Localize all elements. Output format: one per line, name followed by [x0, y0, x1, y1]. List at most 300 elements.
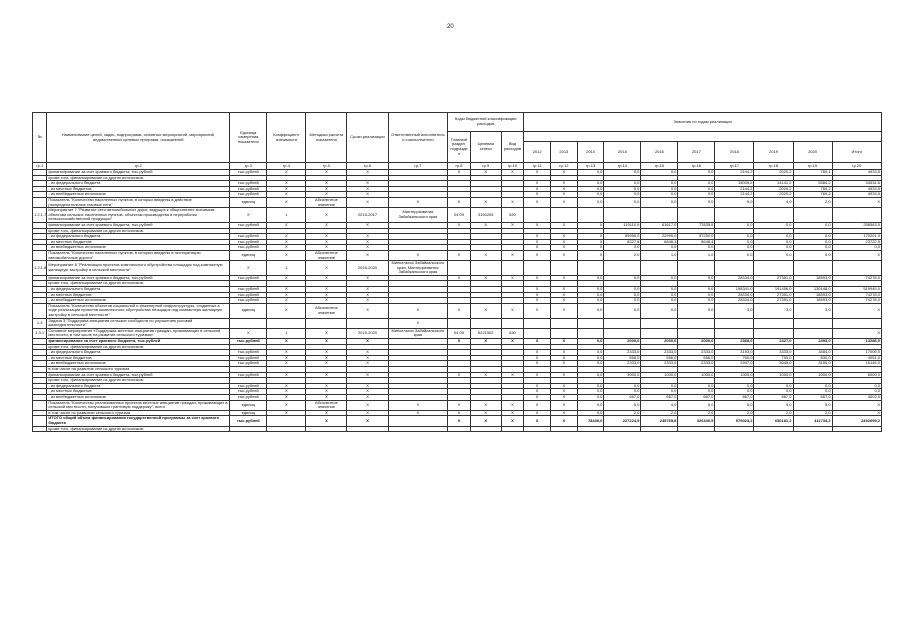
- table-cell: Задача 3 "Поддержка инициатив сельских сообществ по улучшению условий жизнедеятельности": [47, 318, 230, 328]
- table-cell: X: [347, 339, 388, 345]
- table-cell: X: [524, 292, 551, 298]
- table-cell: [754, 261, 793, 276]
- table-cell: 1: [267, 261, 306, 276]
- table-cell: X: [306, 355, 347, 361]
- table-cell: 3333,0: [754, 350, 793, 356]
- table-cell: 556,0: [641, 355, 678, 361]
- table-cell: [715, 261, 754, 276]
- table-cell: 78430,0: [577, 416, 604, 426]
- table-cell: кроме того, финансирование из других источников:: [47, 378, 230, 384]
- table-cell: [501, 318, 524, 328]
- table-cell: X: [267, 239, 306, 245]
- table-cell: - из местных бюджетов: [47, 355, 230, 361]
- table-cell: X: [347, 181, 388, 187]
- table-cell: X: [306, 245, 347, 251]
- header-years-title: Значения по годам реализации: [524, 113, 882, 132]
- table-cell: X: [524, 181, 551, 187]
- table-cell: X: [524, 298, 551, 304]
- table-row: [33, 250, 882, 260]
- table-cell: 170201,0: [832, 234, 881, 240]
- table-header: [33, 113, 882, 170]
- table-cell: 1: [267, 328, 306, 338]
- table-cell: 28334,0: [715, 298, 754, 304]
- table-cell: 22995,0: [641, 234, 678, 240]
- table-cell: тыс.рублей: [230, 186, 267, 192]
- header-responsible: Ответственный исполнитель и соисполнители: [388, 113, 448, 163]
- table-cell: X: [388, 250, 448, 260]
- table-cell: 130148,0: [793, 287, 832, 293]
- table-cell: 0,0: [604, 181, 641, 187]
- table-cell: X: [524, 361, 551, 367]
- table-cell: X: [347, 298, 388, 304]
- table-cell: 4933,5: [832, 170, 881, 176]
- table-cell: в том числе по развитию сельского туризма: [47, 410, 230, 416]
- table-cell: X: [267, 394, 306, 400]
- table-cell: X: [306, 222, 347, 228]
- table-cell: X: [347, 372, 388, 378]
- table-cell: [754, 328, 793, 338]
- table-cell: кроме того, финансирование из других источников:: [47, 344, 230, 350]
- table-row: [33, 208, 882, 223]
- table-cell: X: [347, 250, 388, 260]
- table-cell: 2018-2020: [347, 261, 388, 276]
- table-cell: X: [448, 303, 471, 318]
- table-cell: 0,0: [641, 275, 678, 281]
- table-cell: X: [470, 400, 501, 410]
- table-cell: X: [501, 303, 524, 318]
- table-cell: 0,0: [678, 275, 715, 281]
- table-cell: X: [347, 350, 388, 356]
- table-cell: X: [832, 410, 881, 416]
- table-cell: X: [550, 292, 577, 298]
- table-cell: 0,0: [715, 250, 754, 260]
- table-cell: 0,0: [793, 245, 832, 251]
- table-cell: X: [267, 339, 306, 345]
- table-cell: X: [524, 275, 551, 281]
- table-cell: 0,0: [577, 292, 604, 298]
- table-cell: [33, 303, 47, 318]
- table-cell: 1.2.1.7: [33, 208, 47, 223]
- table-cell: X: [388, 303, 448, 318]
- table-cell: [577, 328, 604, 338]
- table-cell: тыс.рублей: [230, 275, 267, 281]
- table-cell: Абсолютное значение: [306, 197, 347, 207]
- table-cell: [678, 261, 715, 276]
- table-cell: X: [550, 222, 577, 228]
- table-cell: 245765,8: [641, 416, 678, 426]
- table-cell: X: [501, 339, 524, 345]
- header-term: Сроки реализации: [347, 113, 388, 163]
- table-cell: тыс.рублей: [230, 245, 267, 251]
- table-cell: X: [267, 410, 306, 416]
- table-cell: X: [267, 287, 306, 293]
- table-cell: тыс.рублей: [230, 350, 267, 356]
- table-cell: X: [267, 361, 306, 367]
- table-cell: 0,0: [793, 222, 832, 228]
- table-cell: 4,0: [641, 400, 678, 410]
- table-cell: X: [524, 186, 551, 192]
- header-unit: Единица измерения показателя: [230, 113, 267, 163]
- table-cell: [678, 318, 715, 328]
- table-cell: 0,0: [604, 303, 641, 318]
- table-cell: X: [267, 181, 306, 187]
- column-number: гр.18: [754, 163, 793, 170]
- table-cell: X: [470, 222, 501, 228]
- table-cell: 23722,5: [832, 239, 881, 245]
- table-cell: 2,0: [604, 250, 641, 260]
- table-cell: X: [524, 400, 551, 410]
- table-cell: 1.3: [33, 318, 47, 328]
- table-cell: Мероприятие 7 "Развитие сети автомобильных дорог, ведущих к общественно значимым объектам сельских населенных пунктов, объектам производства и переработки сельскохозяйственной продукции": [47, 208, 230, 223]
- table-cell: 556,0: [678, 355, 715, 361]
- table-cell: [641, 208, 678, 223]
- table-cell: [641, 318, 678, 328]
- table-cell: X: [267, 275, 306, 281]
- table-cell: X: [306, 186, 347, 192]
- table-cell: тыс.рублей: [230, 234, 267, 240]
- table-cell: 119110,9: [604, 222, 641, 228]
- table-cell: 0,0: [678, 192, 715, 198]
- table-cell: кроме того, финансирование из других источников:: [47, 175, 230, 181]
- column-number: гр.14: [604, 163, 641, 170]
- table-cell: 0,0: [715, 245, 754, 251]
- table-cell: 0,0: [793, 239, 832, 245]
- column-number: гр.17: [715, 163, 754, 170]
- table-cell: 0,0: [604, 298, 641, 304]
- column-number: гр.7: [388, 163, 448, 170]
- table-cell: 0,0: [641, 181, 678, 187]
- table-cell: 2000,0: [604, 339, 641, 345]
- table-cell: единиц: [230, 303, 267, 318]
- table-cell: 579023,2: [715, 416, 754, 426]
- table-cell: 0,0: [577, 298, 604, 304]
- table-cell: Показатель "Количество объектов социальной и инженерной инфраструктуры, созданных в ходе реализации проектов комплексного обустройства площадок под компактную жилищную застройку в сельской местности": [47, 303, 230, 318]
- table-cell: тыс.рублей: [230, 394, 267, 400]
- table-cell: 2000,0: [641, 339, 678, 345]
- table-cell: 0,0: [577, 170, 604, 176]
- header-year-8: 2020: [793, 142, 832, 163]
- table-cell: 2333,0: [604, 350, 641, 356]
- table-cell: X: [306, 339, 347, 345]
- table-cell: 1000,0: [793, 372, 832, 378]
- table-cell: [230, 318, 267, 328]
- table-cell: финансирование за счет краевого бюджета, тыс.рублей: [47, 275, 230, 281]
- table-cell: X: [306, 292, 347, 298]
- table-cell: 2,0: [793, 197, 832, 207]
- table-cell: X: [230, 261, 267, 276]
- table-cell: X: [347, 222, 388, 228]
- table-cell: - из федерального бюджета: [47, 350, 230, 356]
- table-cell: X: [524, 350, 551, 356]
- table-row: [33, 328, 882, 338]
- table-cell: - из федерального бюджета: [47, 287, 230, 293]
- table-cell: 27351,0: [754, 275, 793, 281]
- table-cell: [577, 426, 604, 432]
- table-row: [33, 400, 882, 410]
- table-cell: 0,0: [832, 389, 881, 395]
- table-row: [33, 416, 882, 426]
- table-cell: 198341,0: [715, 287, 754, 293]
- table-cell: X: [550, 275, 577, 281]
- table-cell: X: [550, 350, 577, 356]
- header-budget-codes: Коды бюджетной классификации расходов: [448, 113, 524, 132]
- table-cell: X: [347, 361, 388, 367]
- table-cell: [267, 416, 306, 426]
- table-cell: 5,0: [715, 400, 754, 410]
- table-cell: X: [524, 287, 551, 293]
- table-cell: 0,0: [832, 383, 881, 389]
- table-cell: X: [448, 250, 471, 260]
- table-cell: X: [306, 170, 347, 176]
- table-cell: 27351,0: [754, 292, 793, 298]
- table-cell: X: [347, 383, 388, 389]
- table-cell: в том числе на развитие сельского туризма: [47, 366, 230, 372]
- table-cell: 0,0: [604, 292, 641, 298]
- table-cell: 2144,2: [715, 186, 754, 192]
- table-cell: 0,0: [577, 275, 604, 281]
- table-cell: 0,0: [678, 170, 715, 176]
- header-year-1: 2013: [550, 142, 577, 163]
- table-cell: [524, 318, 551, 328]
- table-cell: 2333,0: [641, 350, 678, 356]
- table-cell: 0,0: [604, 383, 641, 389]
- table-cell: 27351,0: [754, 298, 793, 304]
- table-cell: 0,0: [577, 389, 604, 395]
- table-cell: [306, 318, 347, 328]
- table-cell: [347, 318, 388, 328]
- table-cell: [267, 426, 306, 432]
- table-cell: X: [347, 416, 388, 426]
- table-cell: 0,0: [678, 186, 715, 192]
- table-cell: [524, 328, 551, 338]
- table-cell: X: [306, 298, 347, 304]
- table-cell: X: [347, 170, 388, 176]
- table-cell: X: [501, 275, 524, 281]
- table-cell: X: [832, 303, 881, 318]
- table-cell: X: [347, 275, 388, 281]
- table-cell: 1.3.1: [33, 328, 47, 338]
- table-cell: 0,0: [641, 245, 678, 251]
- table-cell: X: [550, 186, 577, 192]
- header-coef: Коэффициент значимости: [267, 113, 306, 163]
- table-cell: X: [550, 181, 577, 187]
- table-cell: X: [501, 410, 524, 416]
- table-cell: тыс.рублей: [230, 389, 267, 395]
- table-cell: [793, 426, 832, 432]
- table-cell: X: [347, 400, 388, 410]
- table-cell: 0,0: [678, 389, 715, 395]
- table-cell: [793, 208, 832, 223]
- table-cell: 5221502: [470, 328, 501, 338]
- table-cell: X: [577, 250, 604, 260]
- table-cell: [501, 261, 524, 276]
- table-cell: 13288,0: [832, 339, 881, 345]
- table-cell: 0,0: [754, 245, 793, 251]
- table-cell: X: [550, 192, 577, 198]
- table-cell: 8227,8: [604, 239, 641, 245]
- table-cell: X: [501, 197, 524, 207]
- table-cell: X: [347, 410, 388, 416]
- table-cell: X: [448, 372, 471, 378]
- table-cell: X: [550, 197, 577, 207]
- table-cell: 0,0: [577, 197, 604, 207]
- table-cell: 0,0: [678, 287, 715, 293]
- header-year-5: 2017: [678, 142, 715, 163]
- table-cell: X: [306, 181, 347, 187]
- table-cell: X: [501, 416, 524, 426]
- table-cell: [641, 261, 678, 276]
- header-name: Наименование целей, задач, подпрограмм, основных мероприятий, мероприятий, ведомственных целевых программ, показателей: [47, 113, 230, 163]
- table-cell: 3484,0: [793, 350, 832, 356]
- table-cell: 227224,5: [604, 416, 641, 426]
- table-cell: X: [267, 186, 306, 192]
- table-cell: X: [388, 318, 448, 328]
- table-cell: 0,0: [641, 298, 678, 304]
- table-cell: 0,0: [577, 361, 604, 367]
- table-cell: 630181,2: [754, 416, 793, 426]
- table-cell: [715, 208, 754, 223]
- table-cell: 77835,5: [678, 222, 715, 228]
- table-cell: [793, 318, 832, 328]
- table-cell: 2020,2: [754, 186, 793, 192]
- table-cell: 0,0: [754, 250, 793, 260]
- table-cell: тыс.рублей: [230, 383, 267, 389]
- table-cell: X: [524, 394, 551, 400]
- table-cell: X: [306, 410, 347, 416]
- table-cell: X: [470, 416, 501, 426]
- header-year-3: 2015: [604, 142, 641, 163]
- table-cell: 760,0: [715, 355, 754, 361]
- table-cell: тыс.рублей: [230, 361, 267, 367]
- table-cell: X: [347, 197, 388, 207]
- table-cell: X: [267, 355, 306, 361]
- table-cell: [33, 400, 47, 410]
- table-cell: X: [524, 416, 551, 426]
- header-glav: Главный раздел, подразде л: [448, 132, 471, 163]
- table-cell: [577, 261, 604, 276]
- table-cell: единиц: [230, 250, 267, 260]
- table-cell: 2368,0: [715, 339, 754, 345]
- table-cell: 2,0: [715, 410, 754, 416]
- table-cell: 4933,5: [832, 192, 881, 198]
- table-cell: 1.2.1.8: [33, 261, 47, 276]
- table-cell: 0,0: [715, 239, 754, 245]
- table-cell: X: [470, 410, 501, 416]
- table-cell: [678, 208, 715, 223]
- table-cell: тыс.рублей: [230, 222, 267, 228]
- column-number: гр.20: [832, 163, 881, 170]
- header-year-7: 2019: [754, 142, 793, 163]
- table-cell: [550, 208, 577, 223]
- table-cell: [604, 328, 641, 338]
- table-cell: [550, 426, 577, 432]
- table-cell: [470, 318, 501, 328]
- table-cell: X: [267, 192, 306, 198]
- table-cell: X: [501, 250, 524, 260]
- table-cell: 15009,2: [715, 181, 754, 187]
- table-cell: тыс.рублей: [230, 298, 267, 304]
- table-cell: 0,0: [715, 383, 754, 389]
- table-cell: [448, 318, 471, 328]
- table-cell: 667,0: [604, 394, 641, 400]
- table-cell: 0,0: [832, 245, 881, 251]
- table-cell: [832, 426, 881, 432]
- table-cell: - из внебюджетных источников: [47, 361, 230, 367]
- table-cell: [550, 328, 577, 338]
- table-cell: 0,0: [678, 245, 715, 251]
- table-cell: 2000,0: [678, 339, 715, 345]
- table-cell: Минсельхоз Забайкальского края: [388, 328, 448, 338]
- table-cell: Абсолютное значение: [306, 400, 347, 410]
- table-cell: 1,0: [641, 250, 678, 260]
- table-cell: 34534,6: [832, 181, 881, 187]
- table-cell: 2020,2: [754, 170, 793, 176]
- table-cell: 74278,0: [832, 275, 881, 281]
- table-cell: 18593,0: [793, 275, 832, 281]
- table-cell: X: [306, 239, 347, 245]
- table-cell: [524, 426, 551, 432]
- table-cell: 0,0: [754, 222, 793, 228]
- table-cell: - из местных бюджетов: [47, 186, 230, 192]
- table-cell: 0,0: [678, 292, 715, 298]
- table-cell: 1: [267, 208, 306, 223]
- table-cell: - из внебюджетных источников: [47, 192, 230, 198]
- table-cell: 2333,0: [678, 350, 715, 356]
- table-cell: X: [306, 208, 347, 223]
- table-cell: 2,0: [754, 410, 793, 416]
- column-number: гр.1: [33, 163, 47, 170]
- table-cell: 0,0: [641, 170, 678, 176]
- table-cell: X: [524, 383, 551, 389]
- table-cell: [388, 416, 448, 426]
- table-cell: X: [524, 339, 551, 345]
- table-cell: 0,0: [577, 287, 604, 293]
- table-cell: X: [306, 261, 347, 276]
- table-cell: [678, 328, 715, 338]
- table-cell: финансирование за счет краевого бюджета, тыс.рублей: [47, 339, 230, 345]
- table-cell: X: [306, 383, 347, 389]
- table-cell: 556,0: [604, 355, 641, 361]
- table-cell: 769,2: [793, 192, 832, 198]
- table-cell: [754, 208, 793, 223]
- column-number: гр.4: [267, 163, 306, 170]
- table-cell: 2,0: [641, 410, 678, 416]
- table-cell: [448, 261, 471, 276]
- table-cell: 0,0: [577, 372, 604, 378]
- table-cell: 2427,0: [754, 339, 793, 345]
- table-cell: X: [267, 389, 306, 395]
- column-number: гр.5: [306, 163, 347, 170]
- table-cell: финансирование за счет краевого бюджета, тыс.рублей: [47, 222, 230, 228]
- table-cell: X: [550, 234, 577, 240]
- table-cell: 519945,0: [832, 287, 881, 293]
- table-cell: финансирование за счет краевого бюджета, тыс.рублей: [47, 372, 230, 378]
- table-cell: X: [524, 170, 551, 176]
- table-cell: 2947,0: [715, 361, 754, 367]
- table-cell: ИТОГО общий объем финансирования государственной программы за счет краевого бюджета: [47, 416, 230, 426]
- table-cell: 3,0: [754, 303, 793, 318]
- header-spacer: [524, 132, 882, 142]
- table-cell: 6846,3: [641, 239, 678, 245]
- table-cell: Мероприятие 8 "Реализация проектов комплексного обустройства площадок под компактную жилищную застройку в сельской местности": [47, 261, 230, 276]
- table-cell: X: [306, 389, 347, 395]
- table-cell: - из местных бюджетов: [47, 292, 230, 298]
- table-cell: X: [347, 394, 388, 400]
- table-cell: X: [347, 192, 388, 198]
- table-cell: 0,0: [577, 339, 604, 345]
- table-cell: [388, 426, 448, 432]
- table-cell: 0,0: [641, 383, 678, 389]
